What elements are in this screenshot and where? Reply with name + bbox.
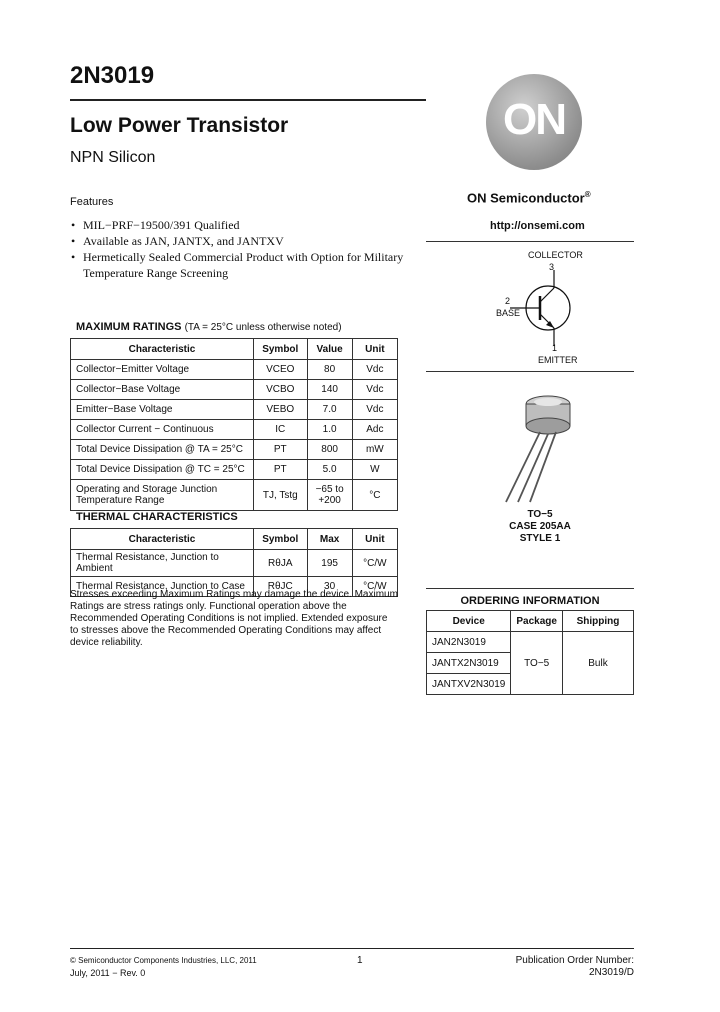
base-label: BASE	[496, 308, 521, 318]
value-cell: −65 to +200	[307, 480, 352, 511]
features-heading: Features	[70, 196, 114, 208]
to5-package-icon	[500, 392, 584, 504]
copyright: © Semiconductor Components Industries, LLC, 2011	[70, 956, 257, 965]
table-row	[427, 632, 634, 653]
value-cell: 80	[307, 360, 352, 380]
table-header-row	[71, 339, 398, 360]
table-row	[71, 550, 398, 577]
package-name: TO−5	[527, 509, 553, 520]
characteristic-cell: Total Device Dissipation @ TC = 25°C	[71, 460, 254, 480]
footer-rule	[70, 948, 634, 949]
column-header: Package	[511, 611, 563, 632]
max-ratings-table	[70, 338, 398, 511]
table-header-row	[71, 529, 398, 550]
unit-cell: °C/W	[352, 550, 397, 577]
device-cell: JAN2N3019	[427, 632, 511, 653]
emitter-pin: 1	[552, 343, 558, 353]
characteristic-cell: Collector−Base Voltage	[71, 380, 254, 400]
publication-number: 2N3019/D	[588, 967, 634, 978]
website-link[interactable]: http://onsemi.com	[490, 220, 585, 232]
symbol-cell: VEBO	[254, 400, 307, 420]
unit-cell: Vdc	[352, 400, 397, 420]
max-ratings-title: MAXIMUM RATINGS	[76, 321, 182, 333]
unit-cell: Vdc	[352, 360, 397, 380]
value-cell: 140	[307, 380, 352, 400]
shipping-cell: Bulk	[562, 632, 633, 695]
unit-cell: °C/W	[352, 577, 397, 597]
characteristic-cell: Emitter−Base Voltage	[71, 400, 254, 420]
value-cell: 195	[307, 550, 352, 577]
table-row	[71, 420, 398, 440]
characteristic-cell: Operating and Storage Junction Temperature Range	[71, 480, 254, 511]
value-cell: 800	[307, 440, 352, 460]
table-row	[71, 440, 398, 460]
page-title: Low Power Transistor	[70, 114, 289, 137]
value-cell: 1.0	[307, 420, 352, 440]
table-row	[71, 460, 398, 480]
emitter-label: EMITTER	[538, 355, 578, 365]
symbol-cell: TJ, Tstg	[254, 480, 307, 511]
page-subtitle: NPN Silicon	[70, 149, 156, 166]
publication-label: Publication Order Number:	[515, 955, 634, 966]
package-style: STYLE 1	[519, 533, 561, 544]
part-number: 2N3019	[70, 62, 155, 89]
unit-cell: Vdc	[352, 380, 397, 400]
ordering-heading: ORDERING INFORMATION	[460, 595, 600, 607]
unit-cell: W	[352, 460, 397, 480]
column-header: Symbol	[254, 339, 307, 360]
column-header: Characteristic	[71, 339, 254, 360]
characteristic-cell: Total Device Dissipation @ TA = 25°C	[71, 440, 254, 460]
device-cell: JANTXV2N3019	[427, 674, 511, 695]
symbol-cell: VCEO	[254, 360, 307, 380]
header-rule	[70, 99, 426, 101]
page-number: 1	[357, 955, 363, 966]
column-header: Device	[427, 611, 511, 632]
package-case: CASE 205AA	[509, 521, 571, 532]
date-revision: July, 2011 − Rev. 0	[70, 968, 146, 978]
package-caption	[490, 509, 590, 545]
brand-name	[467, 190, 591, 205]
symbol-cell: IC	[254, 420, 307, 440]
column-header: Shipping	[562, 611, 633, 632]
table-row	[71, 400, 398, 420]
symbol-cell: RθJA	[254, 550, 307, 577]
table-row	[71, 480, 398, 511]
unit-cell: mW	[352, 440, 397, 460]
thermal-table	[70, 528, 398, 597]
registered-mark: ®	[584, 190, 591, 199]
logo-text: ON	[503, 95, 565, 144]
column-header: Unit	[352, 529, 397, 550]
divider	[426, 241, 634, 242]
footer-right	[516, 955, 634, 979]
features-list	[70, 217, 410, 281]
characteristic-cell: Thermal Resistance, Junction to Ambient	[71, 550, 254, 577]
npn-transistor-symbol-icon	[510, 270, 580, 346]
column-header: Max	[307, 529, 352, 550]
characteristic-cell: Collector−Emitter Voltage	[71, 360, 254, 380]
column-header: Value	[307, 339, 352, 360]
table-row	[71, 360, 398, 380]
value-cell: 5.0	[307, 460, 352, 480]
column-header: Symbol	[254, 529, 307, 550]
ratings-disclaimer: Stresses exceeding Maximum Ratings may damage the device. Maximum Ratings are stress ratings only. Functional operation above the Recommended Operating Conditions is not implied. Extended exposure to stresses above the Recommended Operating Conditions may affect device reliability.	[70, 589, 398, 648]
collector-pin: 3	[549, 262, 555, 272]
base-pin: 2	[505, 296, 511, 306]
device-cell: JANTX2N3019	[427, 653, 511, 674]
symbol-cell: RθJC	[254, 577, 307, 597]
thermal-heading: THERMAL CHARACTERISTICS	[76, 511, 238, 523]
ordering-table	[426, 610, 634, 695]
value-cell: 7.0	[307, 400, 352, 420]
max-ratings-note: (TA = 25°C unless otherwise noted)	[184, 322, 342, 333]
unit-cell: °C	[352, 480, 397, 511]
divider	[426, 588, 634, 589]
brand-name-text: ON Semiconductor	[467, 190, 585, 206]
symbol-cell: VCBO	[254, 380, 307, 400]
symbol-cell: PT	[254, 460, 307, 480]
symbol-cell: PT	[254, 440, 307, 460]
column-header: Characteristic	[71, 529, 254, 550]
max-ratings-heading	[76, 321, 342, 333]
divider	[426, 371, 634, 372]
footer-left	[70, 955, 257, 979]
table-row	[71, 380, 398, 400]
package-cell: TO−5	[511, 632, 563, 695]
value-cell: 30	[307, 577, 352, 597]
table-header-row	[427, 611, 634, 632]
column-header: Unit	[352, 339, 397, 360]
feature-item: • MIL−PRF−19500/391 Qualified	[70, 217, 410, 233]
characteristic-cell: Thermal Resistance, Junction to Case	[71, 577, 254, 597]
feature-item: • Hermetically Sealed Commercial Product with Option for Military Temperature Range Screening	[70, 249, 410, 281]
collector-label: COLLECTOR	[528, 250, 583, 260]
unit-cell: Adc	[352, 420, 397, 440]
feature-item: • Available as JAN, JANTX, and JANTXV	[70, 233, 410, 249]
characteristic-cell: Collector Current − Continuous	[71, 420, 254, 440]
